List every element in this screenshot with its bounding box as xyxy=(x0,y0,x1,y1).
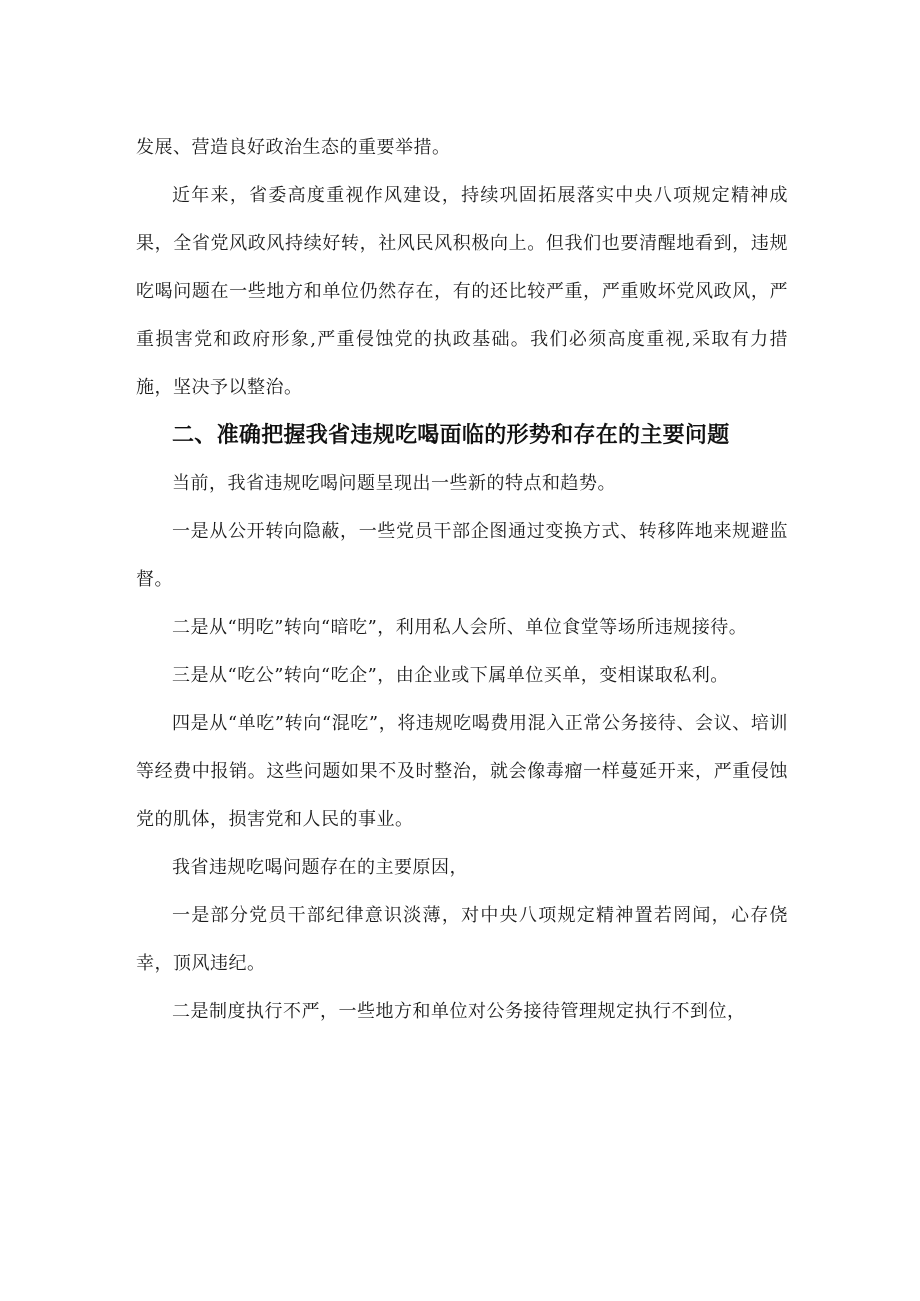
paragraph-causes-intro: 我省违规吃喝问题存在的主要原因， xyxy=(172,857,468,878)
paragraph-trend-2: 二是从“明吃”转向“暗吃”，利用私人会所、单位食堂等场所违规接待。 xyxy=(172,617,748,638)
paragraph-cause-2: 二是制度执行不严，一些地方和单位对公务接待管理规定执行不到位， xyxy=(172,1001,746,1022)
paragraph-continuation: 发展、营造良好政治生态的重要举措。 xyxy=(136,137,451,158)
section-heading: 二、准确把握我省违规吃喝面临的形势和存在的主要问题 xyxy=(172,423,730,448)
paragraph-cause-1: 一是部分党员干部纪律意识淡薄，对中央八项规定精神置若罔闻，心存侥幸，顶风违纪。 xyxy=(136,905,788,974)
paragraph-trend-4: 四是从“单吃”转向“混吃”，将违规吃喝费用混入正常公务接待、会议、培训等经费中报销。这些问题如果不及时整治，就会像毒瘤一样蔓延开来，严重侵蚀党的肌体，损害党和人民的事业。 xyxy=(136,713,788,830)
paragraph-trend-1: 一是从公开转向隐蔽，一些党员干部企图通过变换方式、转移阵地来规避监督。 xyxy=(136,521,788,590)
paragraph-recent-years: 近年来，省委高度重视作风建设，持续巩固拓展落实中央八项规定精神成果，全省党风政风持续好转，社风民风积极向上。但我们也要清醒地看到，违规吃喝问题在一些地方和单位仍然存在，有的还比较严重，严重败坏党风政风，严重损害党和政府形象,严重侵蚀党的执政基础。我们必须高度重视,采取有力措施，坚决予以整治。 xyxy=(136,185,788,398)
paragraph-current-situation: 当前，我省违规吃喝问题呈现出一些新的特点和趋势。 xyxy=(172,473,616,494)
paragraph-trend-3: 三是从“吃公”转向“吃企”，由企业或下属单位买单，变相谋取私利。 xyxy=(172,665,729,686)
document-page xyxy=(136,124,788,1036)
